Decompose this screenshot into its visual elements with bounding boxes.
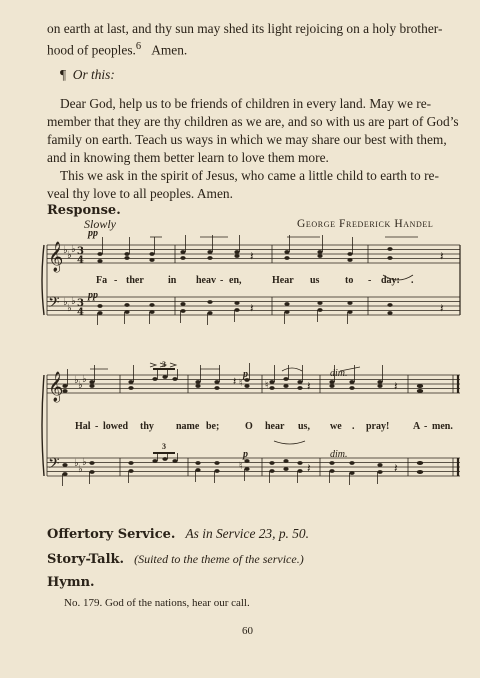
lyric-syllable: pray!: [366, 421, 390, 432]
treble-clef-icon: 𝄞: [48, 242, 64, 272]
story-line: [47, 550, 304, 569]
offertory-label: Offertory Service.: [47, 527, 176, 542]
svg-text:♭: ♭: [74, 458, 79, 469]
music-system-2: [0, 355, 480, 495]
svg-text:♮: ♮: [239, 378, 243, 389]
prayer-line: member that they are thy children as we are, and so with us are part of God’s: [47, 114, 459, 129]
lyric-syllable: day:: [381, 275, 400, 286]
lyric-syllable: name: [176, 421, 200, 432]
offertory-text: As in Service 23, p. 50.: [185, 526, 309, 541]
lyric-hyphen: -: [220, 275, 224, 286]
lyric-syllable: us: [310, 275, 320, 286]
lyric-period: .: [411, 275, 414, 286]
rest-icon: 𝄽: [394, 379, 398, 393]
rest-icon: 𝄽: [250, 249, 254, 263]
rest-icon: 𝄽: [307, 379, 311, 393]
lyric-syllable: to: [345, 275, 354, 286]
tempo-marking: Slowly: [84, 217, 116, 231]
lyric-syllable: be;: [206, 421, 220, 432]
lyric-period: .: [352, 421, 355, 432]
triplet-marker: 3: [162, 360, 166, 369]
svg-text:♭: ♭: [67, 303, 72, 314]
story-text: (Suited to the theme of the service.): [134, 552, 304, 566]
lyric-syllable: lowed: [103, 421, 128, 432]
page-number: 60: [242, 625, 253, 637]
rest-icon: 𝄽: [394, 461, 398, 475]
prayer-line: on earth at last, and thy sun may shed its light rejoicing on a holy brother-: [47, 21, 443, 36]
prayer-line: and in knowing them better learn to love them more.: [47, 150, 329, 165]
svg-text:♭: ♭: [82, 374, 87, 385]
lyric-syllable: Fa: [96, 275, 108, 286]
lyric-syllable: in: [168, 275, 177, 286]
svg-text:3: 3: [77, 298, 84, 309]
prayer-line: veal thy love to all peoples. Amen.: [47, 186, 233, 201]
lyric-hyphen: -: [114, 275, 118, 286]
response-heading: Response.: [47, 203, 121, 218]
rest-icon: 𝄽: [250, 301, 254, 315]
dynamic-diminuendo: dim.: [330, 449, 348, 460]
svg-text:♭: ♭: [63, 297, 68, 308]
hymn-label: Hymn.: [47, 575, 95, 590]
svg-text:4: 4: [77, 255, 84, 266]
bass-clef-icon: 𝄢: [48, 294, 60, 315]
prayer-line: hood of peoples.$^6$ Amen.: [47, 41, 188, 58]
pilcrow-icon: ¶: [60, 67, 67, 82]
lyric-hyphen: -: [424, 421, 428, 432]
dynamic-diminuendo: dim.: [330, 368, 348, 379]
svg-text:♭: ♭: [71, 296, 76, 307]
rest-icon: 𝄽: [440, 249, 444, 263]
lyric-syllable: ther: [126, 275, 144, 286]
lyric-syllable: we: [330, 421, 342, 432]
dynamic-pianissimo: pp: [88, 290, 98, 301]
prayer-line: This we ask in the spirit of Jesus, who came a little child to earth to re-: [60, 168, 439, 183]
lyric-syllable: Hal: [75, 421, 91, 432]
offertory-line: [47, 525, 309, 544]
dynamic-piano: p: [243, 369, 248, 380]
composer-credit: George Frederick Handel: [297, 218, 434, 230]
svg-text:𝄽: 𝄽: [233, 375, 237, 388]
lyric-syllable: heav: [196, 275, 216, 286]
bass-clef-icon: 𝄢: [48, 455, 60, 476]
lyric-syllable: men.: [432, 421, 453, 432]
rest-icon: 𝄽: [307, 461, 311, 475]
rest-icon: 𝄽: [440, 301, 444, 315]
dynamic-pianissimo: pp: [88, 228, 98, 239]
hymn-entry: No. 179. God of the nations, hear our call.: [64, 597, 250, 609]
footnote-marker: 6: [135, 41, 142, 52]
lyric-syllable: hear: [265, 421, 285, 432]
prayer-line: Dear God, help us to be friends of children in every land. May we re-: [60, 96, 432, 111]
lyric-syllable: Hear: [272, 275, 294, 286]
lyric-syllable: thy: [140, 421, 154, 432]
svg-text:♭: ♭: [71, 244, 76, 255]
triplet-marker: 3: [162, 442, 166, 451]
prayer-line: family on earth. Teach us ways in which we may share our best with them,: [47, 132, 447, 147]
svg-text:4: 4: [77, 307, 84, 318]
rubric: ¶ Or this:: [60, 67, 115, 82]
svg-text:♭: ♭: [78, 464, 83, 475]
svg-text:♮: ♮: [239, 461, 243, 472]
dynamic-piano: p: [243, 449, 248, 460]
treble-clef-icon: 𝄞: [48, 372, 64, 402]
lyric-syllable: A: [413, 421, 421, 432]
lyric-hyphen: -: [368, 275, 372, 286]
story-label: Story-Talk.: [47, 552, 125, 567]
lyric-hyphen: -: [95, 421, 99, 432]
svg-text:♭: ♭: [78, 380, 83, 391]
svg-text:3: 3: [77, 246, 84, 257]
lyric-syllable: us,: [298, 421, 310, 432]
svg-text:♭: ♭: [82, 457, 87, 468]
lyric-syllable: en,: [229, 275, 242, 286]
svg-text:♭: ♭: [67, 250, 72, 261]
svg-text:♮: ♮: [265, 380, 269, 391]
svg-text:♭: ♭: [74, 375, 79, 386]
lyric-syllable: O: [245, 421, 253, 432]
svg-text:♭: ♭: [63, 245, 68, 256]
